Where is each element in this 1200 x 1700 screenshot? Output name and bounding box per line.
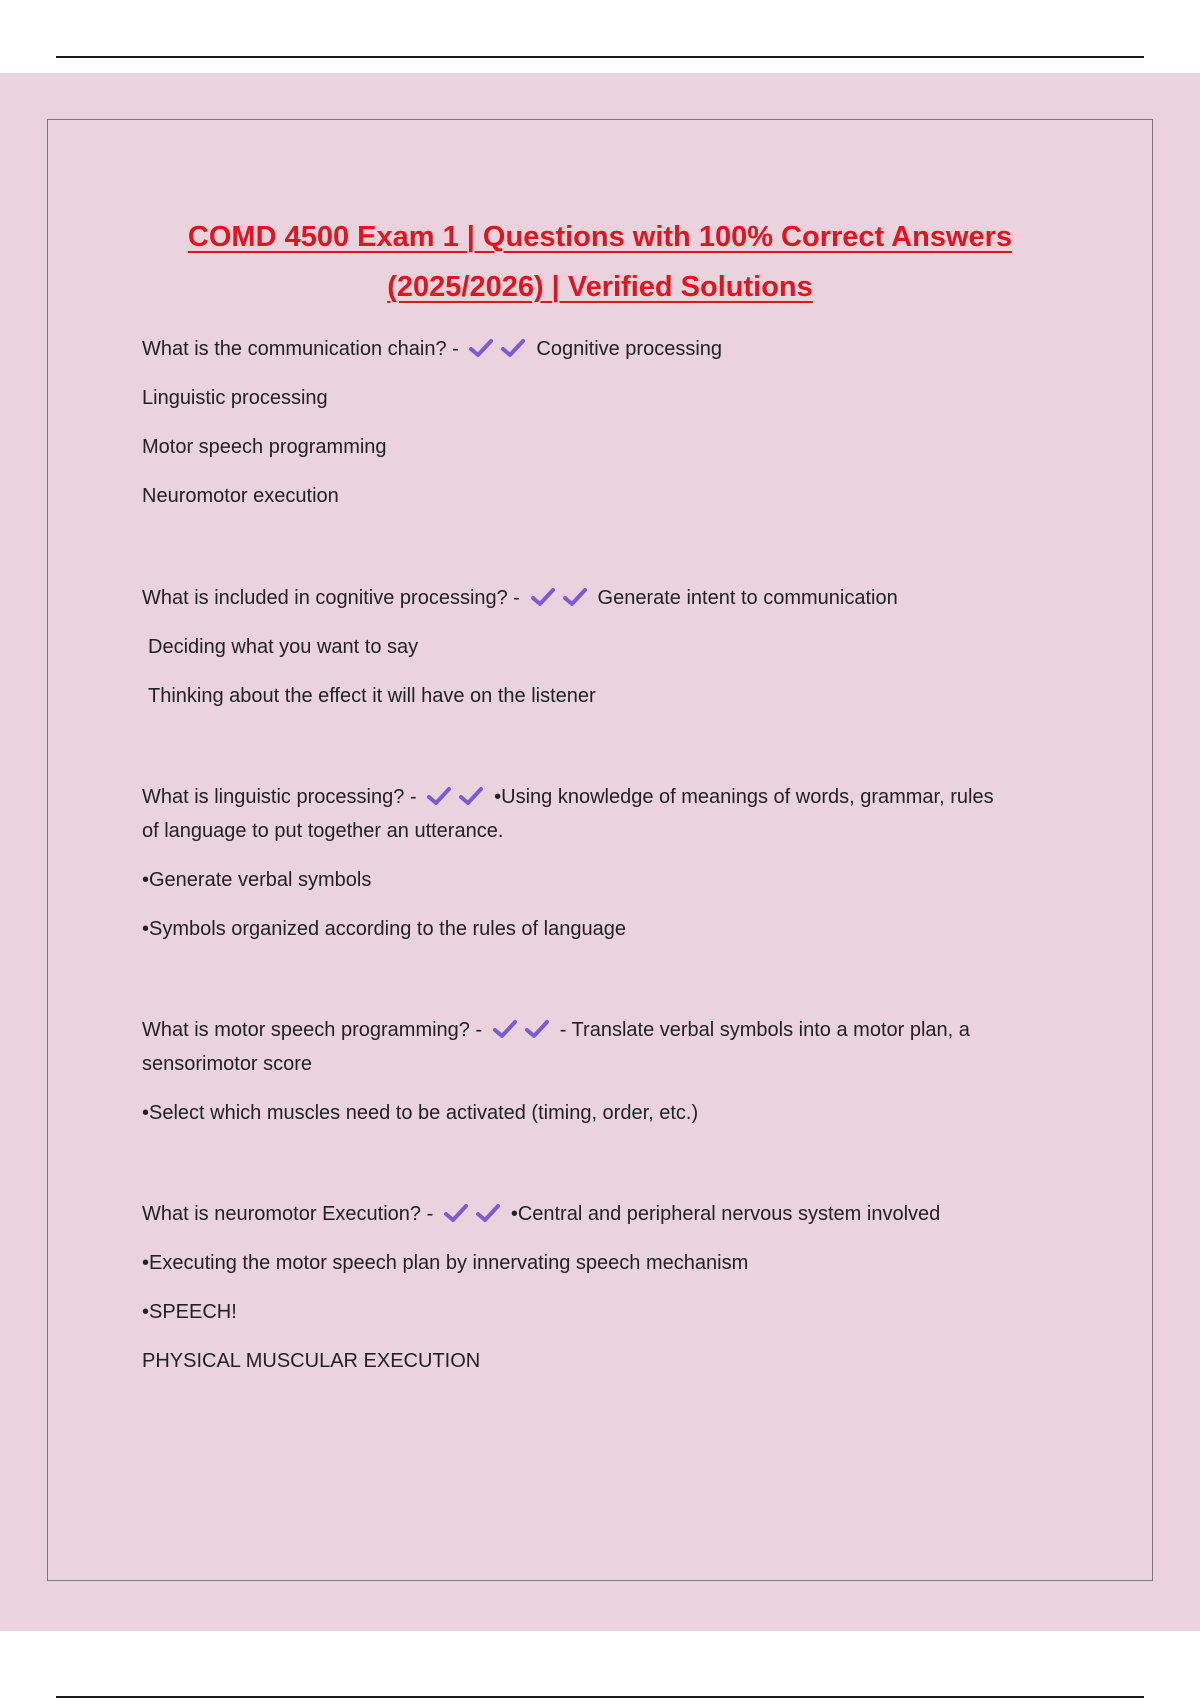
question-text: What is neuromotor Execution? -: [142, 1203, 434, 1225]
answer-line: •SPEECH!: [142, 1301, 237, 1323]
check-mark-icon: [475, 1202, 501, 1224]
check-mark-icon: [458, 785, 484, 807]
answer-line: •Executing the motor speech plan by innervating speech mechanism: [142, 1252, 749, 1274]
question-linguistic-processing: [142, 780, 1072, 818]
footer-rule: [56, 1696, 1144, 1698]
answer-marker: [530, 585, 594, 619]
header-rule: [56, 56, 1144, 58]
title-line-1: COMD 4500 Exam 1 | Questions with 100% Correct Answers: [187, 221, 1013, 253]
answer-text: •Central and peripheral nervous system involved: [510, 1203, 941, 1225]
answer-marker: [492, 1017, 556, 1051]
answer-line: •Generate verbal symbols: [142, 869, 372, 891]
question-neuromotor-execution: [142, 1197, 1072, 1235]
check-mark-icon: [500, 337, 526, 359]
answer-line: Thinking about the effect it will have on the listener: [148, 685, 596, 707]
question-text: What is the communication chain? -: [142, 338, 459, 360]
answer-line: Neuromotor execution: [142, 485, 339, 507]
answer-text: Cognitive processing: [536, 338, 723, 360]
check-mark-icon: [524, 1018, 550, 1040]
answer-marker: [426, 784, 490, 818]
check-mark-icon: [562, 586, 588, 608]
answer-line: PHYSICAL MUSCULAR EXECUTION: [142, 1350, 481, 1372]
answer-text: •Using knowledge of meanings of words, grammar, rules: [494, 786, 994, 808]
answer-line: •Select which muscles need to be activated (timing, order, etc.): [142, 1102, 699, 1124]
check-mark-icon: [492, 1018, 518, 1040]
answer-line: •Symbols organized according to the rules of language: [142, 918, 626, 940]
check-mark-icon: [443, 1202, 469, 1224]
document-title: [100, 212, 1100, 312]
answer-line: sensorimotor score: [142, 1053, 313, 1075]
answer-text: - Translate verbal symbols into a motor plan, a: [559, 1019, 970, 1041]
question-communication-chain: [142, 332, 1072, 370]
answer-line: of language to put together an utterance.: [142, 820, 504, 842]
answer-marker: [443, 1201, 507, 1235]
answer-marker: [468, 336, 532, 370]
check-mark-icon: [426, 785, 452, 807]
question-text: What is motor speech programming? -: [142, 1019, 483, 1041]
question-text: What is linguistic processing? -: [142, 786, 417, 808]
answer-line: Linguistic processing: [142, 387, 328, 409]
question-cognitive-processing: [142, 581, 1072, 619]
check-mark-icon: [468, 337, 494, 359]
question-text: What is included in cognitive processing? -: [142, 587, 520, 609]
answer-text: Generate intent to communication: [597, 587, 898, 609]
check-mark-icon: [530, 586, 556, 608]
title-line-2: (2025/2026) | Verified Solutions: [387, 271, 813, 303]
question-motor-speech-programming: [142, 1013, 1072, 1051]
answer-line: Motor speech programming: [142, 436, 387, 458]
answer-line: Deciding what you want to say: [148, 636, 419, 658]
